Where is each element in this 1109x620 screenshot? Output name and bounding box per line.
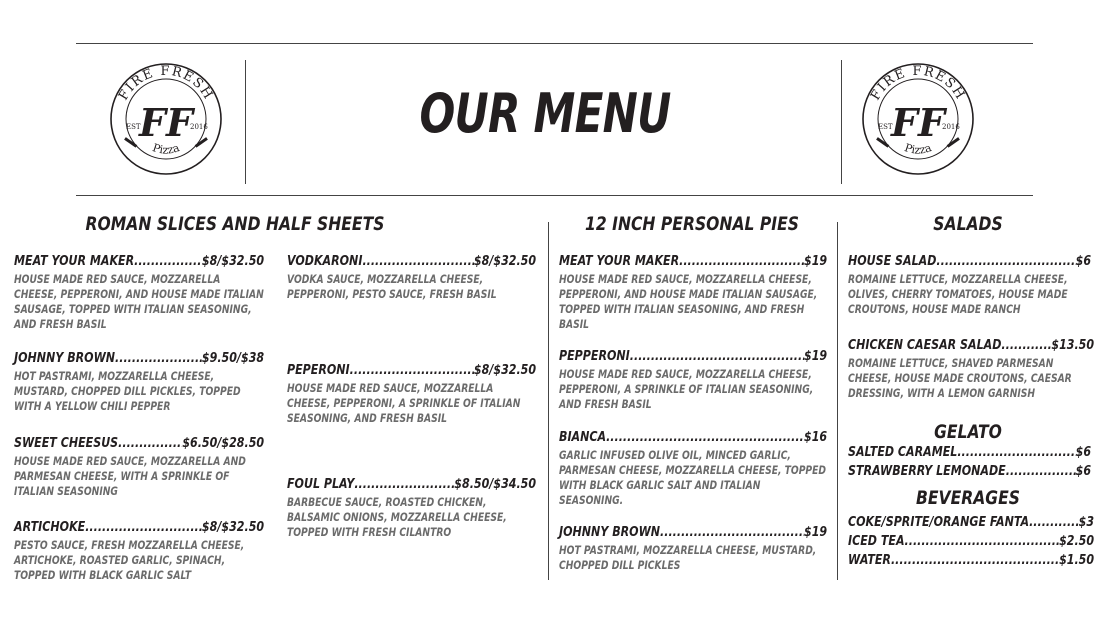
- item-description: HOUSE MADE RED SAUCE, MOZZARELLA CHEESE, PEPPERONI, AND HOUSE MADE ITALIAN SAUSAGE, TOPPED WITH ITALIAN SEASONING, AND FRESH BASIL: [559, 273, 818, 331]
- item-description: GARLIC INFUSED OLIVE OIL, MINCED GARLIC, PARMESAN CHEESE, MOZZARELLA CHEESE, TOPPED WITH BLACK GARLIC SALT AND ITALIAN SEASONING.: [559, 449, 827, 507]
- top-rule: [76, 43, 1033, 44]
- item-name: SWEET CHEESUS: [14, 435, 119, 451]
- item-price: $9.50/$38: [201, 350, 265, 366]
- item-description: ROMAINE LETTUCE, SHAVED PARMESAN CHEESE, HOUSE MADE CROUTONS, CAESAR DRESSING, WITH A LEMON GARNISH: [848, 357, 1072, 400]
- item-price: $6: [1075, 463, 1092, 479]
- menu-item: [848, 337, 1094, 401]
- item-price: $6: [1075, 253, 1092, 269]
- menu-item: [14, 253, 264, 332]
- logo-bottom-text: Pizza: [150, 141, 182, 157]
- menu-item: [559, 348, 827, 412]
- section-title-salads: SALADS: [933, 213, 1003, 235]
- item-description: HOUSE MADE RED SAUCE, MOZZARELLA CHEESE, PEPPERONI, AND HOUSE MADE ITALIAN SAUSAGE, TOPPED WITH ITALIAN SEASONING, AND FRESH BASIL: [14, 273, 264, 331]
- item-name: MEAT YOUR MAKER: [14, 253, 135, 269]
- item-price: $1.50: [1059, 552, 1095, 568]
- item-description: HOT PASTRAMI, MOZZARELLA CHEESE, MUSTARD, CHOPPED DILL PICKLES: [559, 544, 817, 572]
- menu-item: [559, 429, 827, 508]
- item-price: $3: [1078, 514, 1095, 530]
- logo-top-text: FIRE FRESH: [116, 63, 216, 104]
- item-name: JOHNNY BROWN: [14, 350, 116, 366]
- section-title-gelato: GELATO: [934, 421, 1002, 443]
- item-description: HOUSE MADE RED SAUCE, MOZZARELLA CHEESE, PEPPERONI, A SPRINKLE OF ITALIAN SEASONING, AND FRESH BASIL: [559, 368, 814, 411]
- item-price: $8/$32.50: [201, 253, 265, 269]
- menu-item: [848, 552, 1094, 568]
- item-name: STRAWBERRY LEMONADE: [848, 463, 1006, 479]
- column-divider-right: [837, 222, 838, 580]
- item-price: $19: [803, 253, 828, 269]
- item-name: MEAT YOUR MAKER: [559, 253, 680, 269]
- menu-item: [848, 444, 1091, 460]
- logo-left: [104, 57, 228, 181]
- header-divider-right: [841, 60, 842, 184]
- item-price: $13.50: [1051, 337, 1095, 353]
- item-name: FOUL PLAY: [287, 476, 355, 492]
- menu-item: [14, 435, 264, 499]
- menu-item: [848, 463, 1091, 479]
- item-name: JOHNNY BROWN: [559, 524, 661, 540]
- item-description: VODKA SAUCE, MOZZARELLA CHEESE, PEPPERONI, PESTO SAUCE, FRESH BASIL: [287, 273, 497, 301]
- item-price: $6.50/$28.50: [182, 435, 265, 451]
- svg-text:FIRE FRESH: [116, 64, 216, 103]
- item-description: HOUSE MADE RED SAUCE, MOZZARELLA AND PARMESAN CHEESE, WITH A SPRINKLE OF ITALIAN SEASONING: [14, 455, 246, 498]
- section-title-roman: ROMAN SLICES AND HALF SHEETS: [85, 213, 385, 235]
- item-description: ROMAINE LETTUCE, MOZZARELLA CHEESE, OLIVES, CHERRY TOMATOES, HOUSE MADE CROUTONS, HOUSE MADE RANCH: [848, 273, 1068, 316]
- item-price: $6: [1075, 444, 1092, 460]
- logo-monogram: FF: [139, 100, 193, 145]
- menu-item: [848, 533, 1094, 549]
- item-price: $16: [803, 429, 828, 445]
- item-description: HOT PASTRAMI, MOZZARELLA CHEESE, MUSTARD, CHOPPED DILL PICKLES, TOPPED WITH A YELLOW CHILI PEPPER: [14, 370, 241, 413]
- logo-top-text: FIRE FRESH: [868, 63, 968, 104]
- menu-item: [848, 514, 1094, 530]
- item-description: BARBECUE SAUCE, ROASTED CHICKEN, BALSAMIC ONIONS, MOZZARELLA CHEESE, TOPPED WITH FRESH CILANTRO: [287, 496, 507, 539]
- item-name: PEPERONI: [287, 362, 350, 378]
- item-name: ARTICHOKE: [14, 519, 86, 535]
- section-title-beverages: BEVERAGES: [916, 487, 1020, 509]
- item-price: $8/$32.50: [201, 519, 265, 535]
- item-description: HOUSE MADE RED SAUCE, MOZZARELLA CHEESE, PEPPERONI, A SPRINKLE OF ITALIAN SEASONING, AND FRESH BASIL: [287, 382, 521, 425]
- item-name: CHICKEN CAESAR SALAD: [848, 337, 1002, 353]
- logo-year: 2016: [190, 123, 208, 131]
- menu-item: [848, 253, 1091, 317]
- item-price: $19: [803, 348, 828, 364]
- item-price: $8/$32.50: [473, 253, 537, 269]
- svg-text:FIRE FRESH: [868, 64, 968, 103]
- item-name: BIANCA: [559, 429, 607, 445]
- menu-item: [287, 253, 536, 302]
- item-name: VODKARONI: [287, 253, 363, 269]
- logo-bottom-text: Pizza: [902, 141, 934, 157]
- column-divider-left: [548, 222, 549, 580]
- logo-est: EST: [126, 123, 141, 131]
- menu-item: [287, 362, 536, 426]
- logo-right: [856, 57, 980, 181]
- header-bottom-rule: [76, 195, 1033, 196]
- item-name: PEPPERONI: [559, 348, 630, 364]
- menu-item: [287, 476, 536, 540]
- item-name: ICED TEA: [848, 533, 905, 549]
- item-description: PESTO SAUCE, FRESH MOZZARELLA CHEESE, ARTICHOKE, ROASTED GARLIC, SPINACH, TOPPED WITH BLACK GARLIC SALT: [14, 539, 245, 582]
- item-name: COKE/SPRITE/ORANGE FANTA: [848, 514, 1030, 530]
- item-price: $19: [803, 524, 828, 540]
- menu-item: [559, 253, 827, 332]
- page-title: OUR MENU: [419, 82, 671, 145]
- logo-monogram: FF: [891, 100, 945, 145]
- header-divider-left: [245, 60, 246, 184]
- item-name: HOUSE SALAD: [848, 253, 937, 269]
- section-title-personal: 12 INCH PERSONAL PIES: [585, 213, 799, 235]
- menu-item: [559, 524, 827, 573]
- menu-item: [14, 350, 264, 414]
- item-price: $2.50: [1059, 533, 1095, 549]
- item-name: SALTED CARAMEL: [848, 444, 958, 460]
- menu-item: [14, 519, 264, 583]
- logo-est: EST: [878, 123, 893, 131]
- logo-year: 2016: [942, 123, 960, 131]
- item-name: WATER: [848, 552, 891, 568]
- item-price: $8.50/$34.50: [454, 476, 537, 492]
- item-price: $8/$32.50: [473, 362, 537, 378]
